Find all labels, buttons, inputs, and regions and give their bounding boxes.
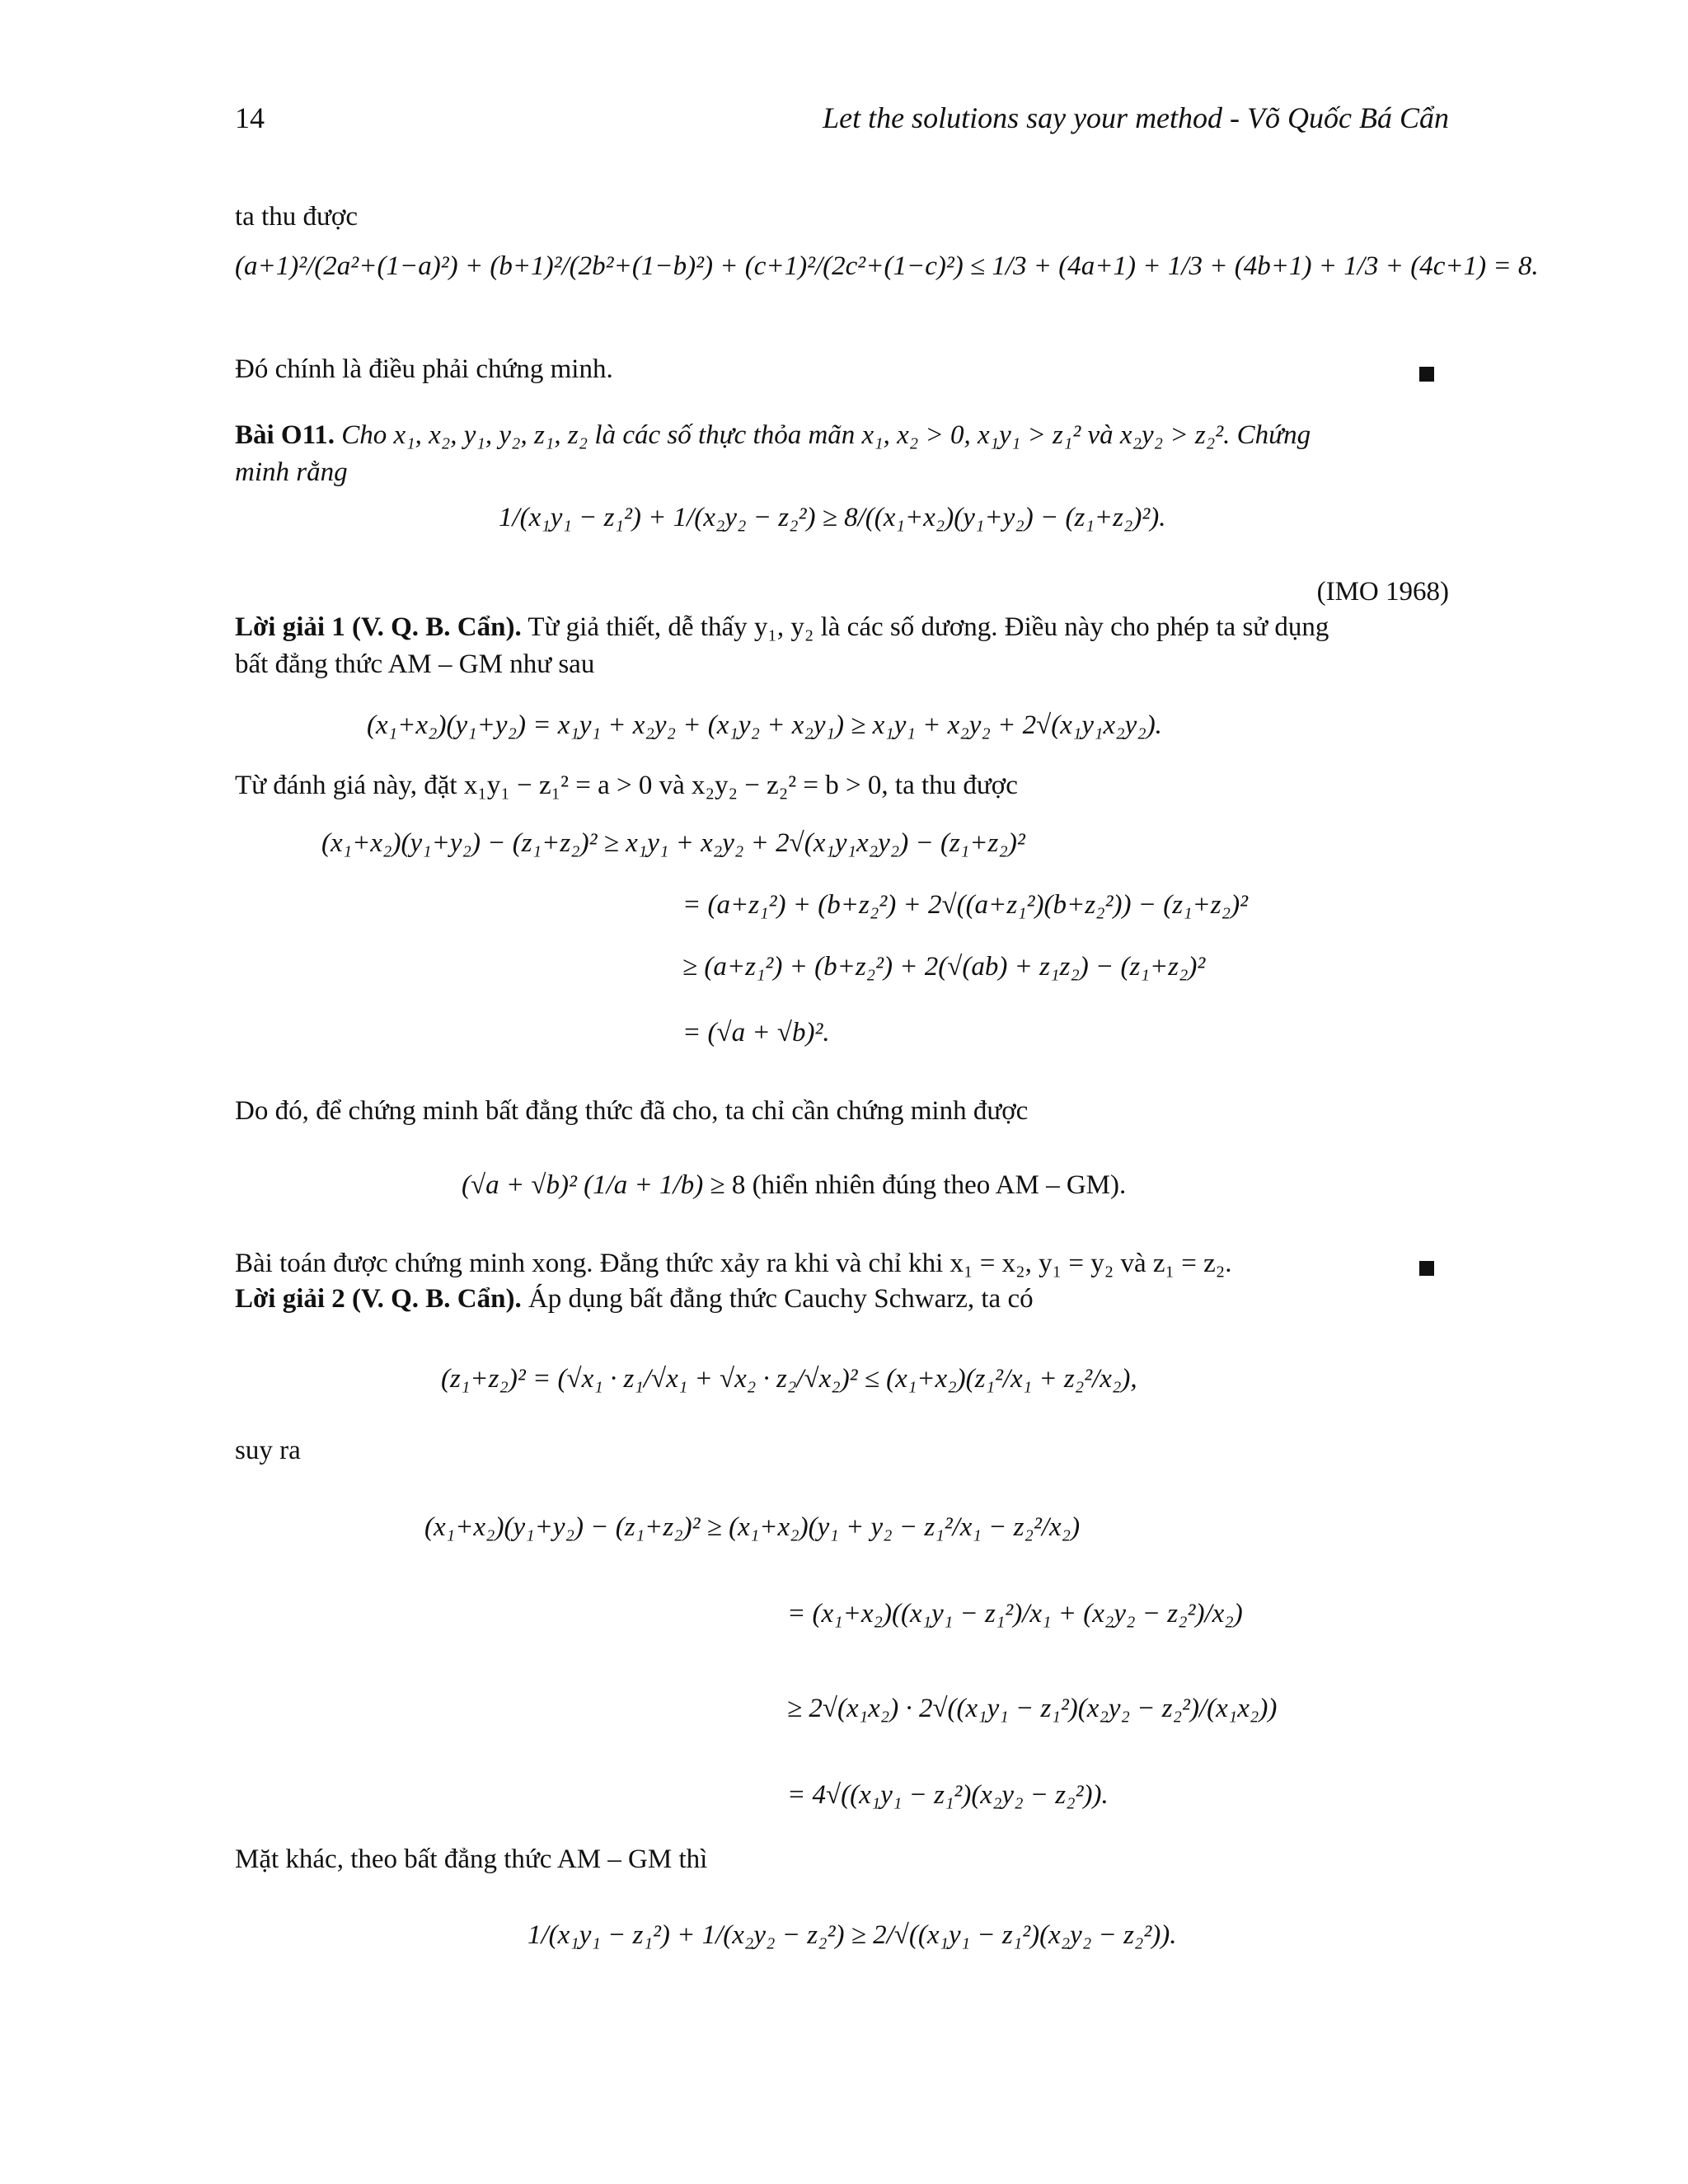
paragraph: Mặt khác, theo bất đẳng thức AM – GM thì [235, 1844, 708, 1874]
solution-1-text: Từ giả thiết, dễ thấy y₁, y₂ là các số dương. Điều này cho phép ta sử dụng [528, 612, 1329, 642]
qed-mark [1419, 1261, 1434, 1276]
solution-2-intro [235, 1284, 1034, 1315]
equation-sum-bound: (a+1)²/(2a²+(1−a)²) + (b+1)²/(2b²+(1−b)²) + (c+1)²/(2c²+(1−c)²) ≤ 1/3 + (4a+1) + 1/3 + (4b+1) + 1/3 + (4c+1) = 8. [235, 251, 1539, 281]
running-title: Let the solutions say your method - Võ Quốc Bá Cẩn [823, 101, 1449, 134]
solution-2-text: Áp dụng bất đẳng thức Cauchy Schwarz, ta có [528, 1284, 1034, 1314]
paragraph: Bài toán được chứng minh xong. Đẳng thức xảy ra khi và chỉ khi x₁ = x₂, y₁ = y₂ và z₁ = z₂. [235, 1249, 1232, 1278]
solution-1-label: Lời giải 1 (V. Q. B. Cẩn). [235, 612, 522, 642]
equation-chain2-line-4: = 4√((x₁y₁ − z₁²)(x₂y₂ − z₂²)). [787, 1780, 1109, 1810]
equation-chain-line-2: = (a+z₁²) + (b+z₂²) + 2√((a+z₁²)(b+z₂²)) − (z₁+z₂)² [682, 890, 1249, 920]
problem-source: (IMO 1968) [1316, 577, 1449, 607]
solution-2-label: Lời giải 2 (V. Q. B. Cẩn). [235, 1284, 522, 1314]
equation-to-prove-lhs: (√a + √b)² (1/a + 1/b) [462, 1170, 704, 1200]
equation-chain-line-4: = (√a + √b)². [682, 1018, 830, 1047]
equation-chain-line-3: ≥ (a+z₁²) + (b+z₂²) + 2(√(ab) + z₁z₂) − (z₁+z₂)² [682, 952, 1206, 982]
problem-text: Cho x₁, x₂, y₁, y₂, z₁, z₂ là các số thực thỏa mãn x₁, x₂ > 0, x₁y₁ > z₁² và x₂y₂ > z₂². Chứng [341, 420, 1311, 450]
equation-to-prove-rhs: ≥ 8 (hiển nhiên đúng theo AM – GM). [710, 1170, 1127, 1200]
solution-1-intro [235, 612, 1329, 643]
problem-statement [235, 420, 1311, 451]
equation-cauchy-schwarz: (z₁+z₂)² = (√x₁ · z₁/√x₁ + √x₂ · z₂/√x₂)² ≤ (x₁+x₂)(z₁²/x₁ + z₂²/x₂), [441, 1364, 1137, 1394]
equation-imo-inequality: 1/(x₁y₁ − z₁²) + 1/(x₂y₂ − z₂²) ≥ 8/((x₁+x₂)(y₁+y₂) − (z₁+z₂)²). [499, 503, 1166, 532]
problem-text-cont: minh rằng [235, 457, 348, 487]
page-number: 14 [235, 101, 265, 134]
equation-to-prove [462, 1170, 1126, 1201]
equation-am-gm: (x₁+x₂)(y₁+y₂) = x₁y₁ + x₂y₂ + (x₁y₂ + x₂y₁) ≥ x₁y₁ + x₂y₂ + 2√(x₁y₁x₂y₂). [367, 710, 1162, 740]
paragraph: bất đẳng thức AM – GM như sau [235, 649, 595, 679]
equation-chain-line-1: (x₁+x₂)(y₁+y₂) − (z₁+z₂)² ≥ x₁y₁ + x₂y₂ + 2√(x₁y₁x₂y₂) − (z₁+z₂)² [321, 828, 1025, 858]
paragraph: Từ đánh giá này, đặt x₁y₁ − z₁² = a > 0 và x₂y₂ − z₂² = b > 0, ta thu được [235, 771, 1018, 800]
paragraph: ta thu được [235, 202, 358, 232]
equation-chain2-line-1: (x₁+x₂)(y₁+y₂) − (z₁+z₂)² ≥ (x₁+x₂)(y₁ + y₂ − z₁²/x₁ − z₂²/x₂) [424, 1512, 1081, 1542]
equation-final-am-gm: 1/(x₁y₁ − z₁²) + 1/(x₂y₂ − z₂²) ≥ 2/√((x₁y₁ − z₁²)(x₂y₂ − z₂²)). [528, 1920, 1177, 1950]
problem-label: Bài O11. [235, 420, 335, 450]
paragraph: suy ra [235, 1436, 301, 1465]
equation-chain2-line-3: ≥ 2√(x₁x₂) · 2√((x₁y₁ − z₁²)(x₂y₂ − z₂²)/(x₁x₂)) [787, 1694, 1278, 1723]
paragraph: Do đó, để chứng minh bất đẳng thức đã cho, ta chỉ cần chứng minh được [235, 1096, 1029, 1126]
qed-mark [1419, 367, 1434, 382]
equation-chain2-line-2: = (x₁+x₂)((x₁y₁ − z₁²)/x₁ + (x₂y₂ − z₂²)/x₂) [787, 1599, 1243, 1629]
paragraph: Đó chính là điều phải chứng minh. [235, 354, 613, 384]
